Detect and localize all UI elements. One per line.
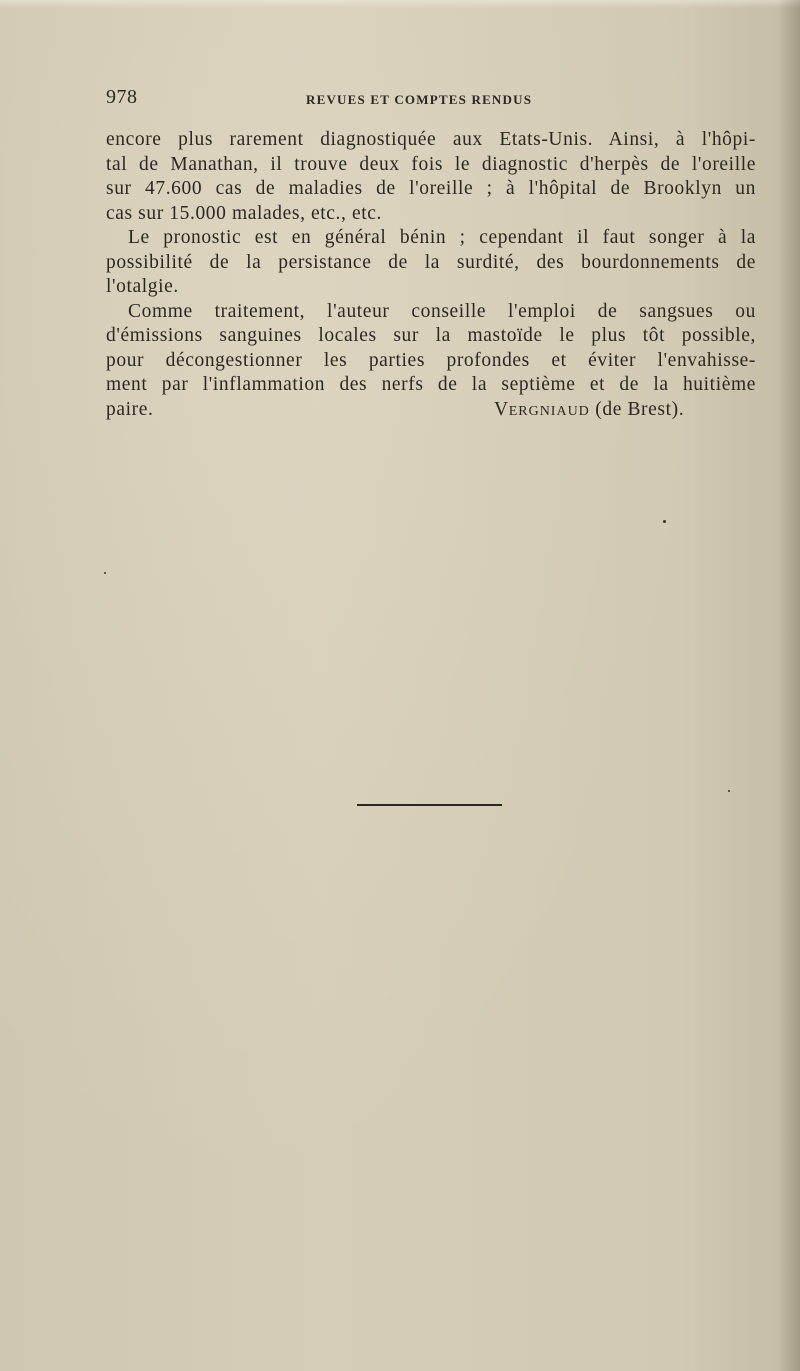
page-right-edge xyxy=(778,0,800,1371)
text-line: d'émissions sanguines locales sur la mastoïde le plus tôt possible, xyxy=(106,325,756,346)
text-line: Le pronostic est en général bénin ; cependant il faut songer à la xyxy=(128,227,756,248)
text-line: cas sur 15.000 malades, etc., etc. xyxy=(106,202,382,224)
page-top-edge xyxy=(0,0,800,8)
text-line: sur 47.600 cas de maladies de l'oreille ; à l'hôpital de Brooklyn un xyxy=(106,178,756,199)
paper-speck xyxy=(728,790,730,792)
body-text xyxy=(106,128,756,422)
paper-speck xyxy=(663,520,666,523)
text-line: ment par l'inflammation des nerfs de la septième et de la huitième xyxy=(106,374,756,395)
text-line: Comme traitement, l'auteur conseille l'emploi de sangsues ou xyxy=(128,300,756,322)
paper-speck xyxy=(104,572,106,574)
text-line: possibilité de la persistance de la surdité, des bourdonnements de xyxy=(106,251,756,273)
text-line: encore plus rarement diagnostiquée aux Etats-Unis. Ainsi, à l'hôpi- xyxy=(106,129,756,150)
text-line: tal de Manathan, il trouve deux fois le diagnostic d'herpès de l'oreille xyxy=(106,153,756,175)
signature-smallcaps: ERGNIAUD xyxy=(508,403,590,419)
text-line: l'otalgie. xyxy=(106,276,179,297)
running-head: REVUES ET COMPTES RENDUS xyxy=(306,92,533,107)
signature-suffix: (de Brest). xyxy=(589,398,685,420)
page-number: 978 xyxy=(106,86,138,108)
author-signature xyxy=(494,398,684,425)
signature-initial: V xyxy=(494,398,509,420)
closing-word: paire. xyxy=(106,398,154,420)
text-line: pour décongestionner les parties profondes et éviter l'envahisse- xyxy=(106,349,756,371)
signature-line xyxy=(106,398,756,423)
page-header xyxy=(106,86,756,114)
section-divider-rule xyxy=(357,804,502,806)
